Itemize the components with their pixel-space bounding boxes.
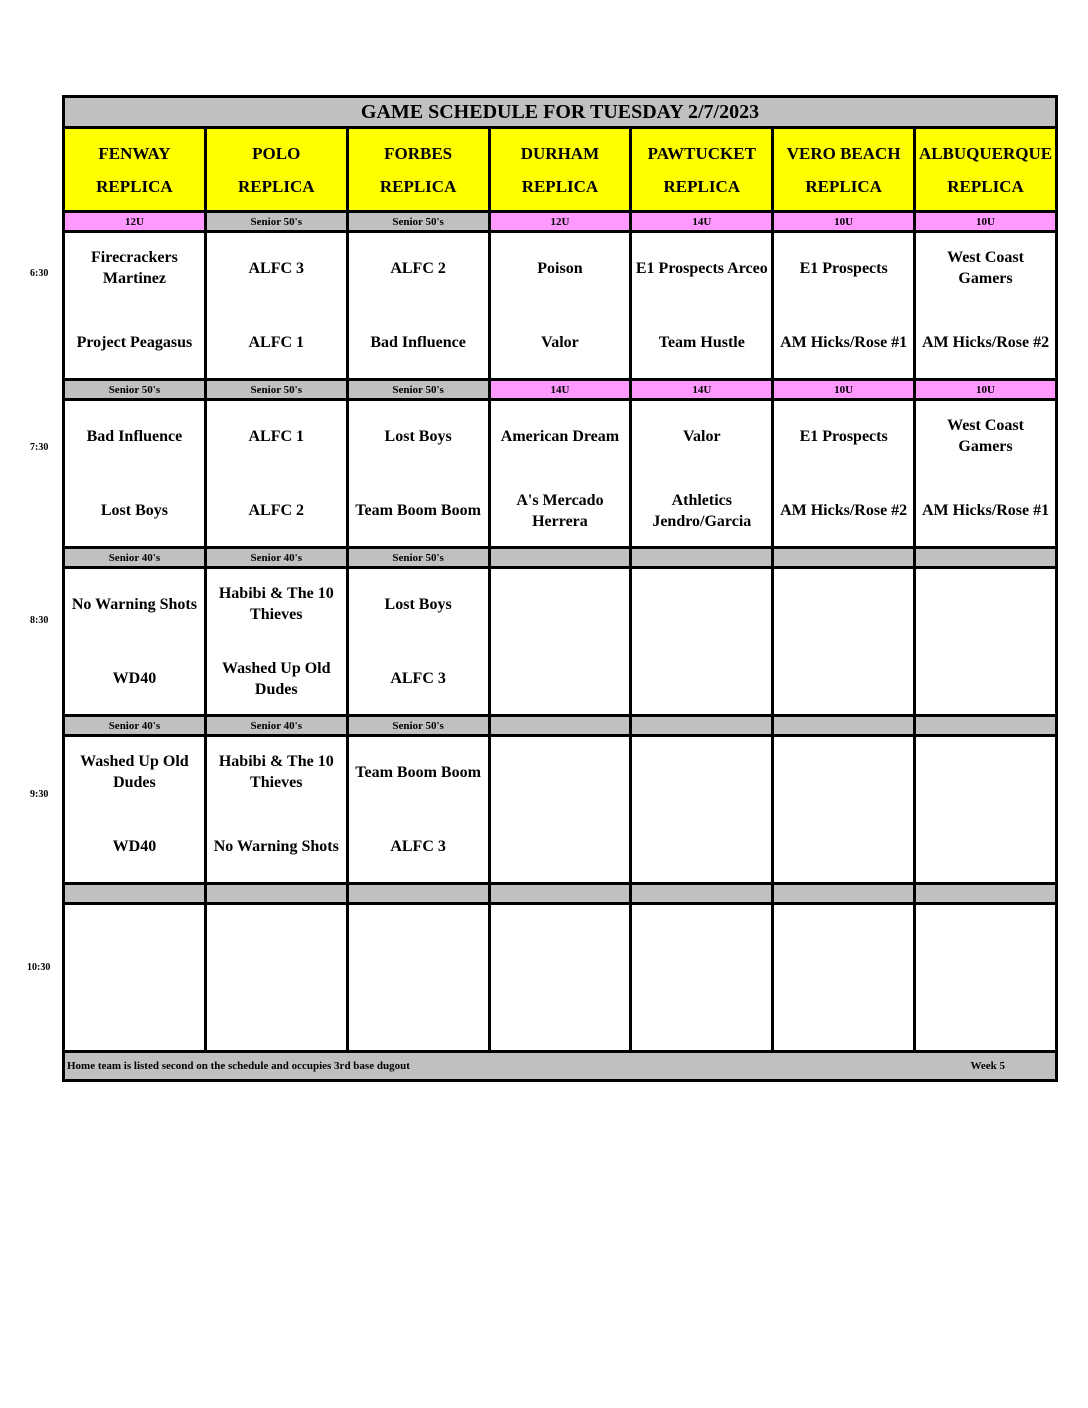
game-cell	[205, 232, 347, 380]
away-team: Team Boom Boom	[355, 763, 481, 781]
home-team	[774, 976, 913, 1051]
division-label: Senior 40's	[64, 716, 206, 736]
game-cell	[64, 400, 206, 548]
home-team	[207, 976, 346, 1051]
field-name: DURHAM	[520, 143, 600, 163]
home-team: A's Mercado Herrera	[516, 491, 604, 530]
game-cell	[631, 568, 773, 716]
away-team	[916, 569, 1055, 640]
division-label: Senior 40's	[64, 548, 206, 568]
game-cell	[347, 400, 489, 548]
division-label	[347, 884, 489, 904]
field-name: PAWTUCKET	[647, 143, 756, 163]
home-team	[632, 808, 771, 883]
away-team: E1 Prospects Arceo	[635, 259, 768, 277]
division-label: 10U	[773, 380, 915, 400]
home-team	[491, 640, 630, 715]
division-label	[631, 548, 773, 568]
game-row	[64, 400, 1057, 548]
away-team	[774, 905, 913, 976]
away-team: Lost Boys	[384, 595, 452, 613]
game-cell	[64, 568, 206, 716]
home-team: AM Hicks/Rose #2	[921, 334, 1050, 352]
time-label: 8:30	[30, 615, 49, 626]
game-cell	[773, 232, 915, 380]
game-cell	[205, 400, 347, 548]
away-team	[632, 569, 771, 640]
game-cell	[205, 568, 347, 716]
away-team: Firecrackers Martinez	[91, 249, 178, 288]
game-cell	[347, 736, 489, 884]
game-row	[64, 904, 1057, 1052]
away-team	[207, 905, 346, 976]
division-label: Senior 40's	[205, 716, 347, 736]
game-cell	[489, 568, 631, 716]
home-team: Valor	[541, 334, 579, 352]
away-team: ALFC 1	[248, 427, 305, 445]
away-team: West Coast Gamers	[947, 249, 1024, 288]
division-label: 10U	[915, 212, 1057, 232]
division-label: 14U	[489, 380, 631, 400]
home-team	[491, 808, 630, 883]
schedule-sheet	[62, 95, 1058, 1115]
game-cell	[631, 904, 773, 1052]
home-team: No Warning Shots	[213, 838, 339, 856]
game-cell	[64, 904, 206, 1052]
home-team	[491, 976, 630, 1051]
division-label: 12U	[489, 212, 631, 232]
home-team: AM Hicks/Rose #1	[921, 502, 1050, 520]
game-row	[64, 232, 1057, 380]
away-team: E1 Prospects	[799, 427, 888, 445]
schedule-footer	[64, 1052, 1057, 1081]
game-cell	[489, 232, 631, 380]
division-label	[631, 716, 773, 736]
division-label: 14U	[631, 212, 773, 232]
home-team: ALFC 1	[248, 334, 305, 352]
away-team: Habibi & The 10 Thieves	[218, 585, 334, 624]
footer-note: Home team is listed second on the schedule and occupies 3rd base dugout	[67, 1060, 410, 1072]
away-team	[632, 905, 771, 976]
home-team: Team Boom Boom	[355, 502, 481, 520]
home-team: WD40	[112, 670, 157, 688]
division-label: 14U	[631, 380, 773, 400]
game-cell	[773, 568, 915, 716]
game-cell	[205, 904, 347, 1052]
game-cell	[631, 232, 773, 380]
away-team: American Dream	[500, 427, 620, 445]
home-team	[632, 976, 771, 1051]
game-cell	[915, 736, 1057, 884]
away-team: Washed Up Old Dudes	[80, 753, 189, 792]
game-cell	[347, 904, 489, 1052]
game-cell	[773, 400, 915, 548]
division-row	[64, 548, 1057, 568]
away-team	[491, 737, 630, 808]
game-cell	[773, 736, 915, 884]
division-label	[489, 548, 631, 568]
home-team: Washed Up Old Dudes	[222, 659, 331, 698]
division-row	[64, 212, 1057, 232]
game-cell	[489, 736, 631, 884]
home-team: Bad Influence	[370, 334, 466, 352]
division-label	[773, 716, 915, 736]
game-cell	[205, 736, 347, 884]
field-name: VERO BEACH	[786, 143, 901, 163]
field-header	[347, 128, 489, 212]
game-row	[64, 568, 1057, 716]
division-label: 10U	[773, 212, 915, 232]
home-team	[632, 640, 771, 715]
game-cell	[915, 232, 1057, 380]
division-row	[64, 716, 1057, 736]
division-label: 10U	[915, 380, 1057, 400]
away-team: West Coast Gamers	[947, 417, 1024, 456]
home-team	[349, 976, 488, 1051]
away-team	[916, 737, 1055, 808]
division-label	[64, 884, 206, 904]
away-team	[349, 905, 488, 976]
home-team	[774, 808, 913, 883]
field-name: FENWAY	[98, 143, 171, 163]
division-label	[489, 884, 631, 904]
field-subtitle: REPLICA	[96, 176, 173, 196]
game-cell	[773, 904, 915, 1052]
home-team: WD40	[112, 838, 157, 856]
schedule-title: GAME SCHEDULE FOR TUESDAY 2/7/2023	[64, 97, 1057, 128]
away-team: Bad Influence	[86, 427, 183, 445]
division-label	[631, 884, 773, 904]
field-subtitle: REPLICA	[663, 176, 741, 196]
game-cell	[347, 568, 489, 716]
time-label: 6:30	[30, 268, 49, 279]
field-header	[915, 128, 1057, 212]
away-team	[774, 569, 913, 640]
division-label	[205, 884, 347, 904]
division-label: Senior 50's	[205, 380, 347, 400]
away-team: E1 Prospects	[799, 259, 888, 277]
game-cell	[915, 400, 1057, 548]
time-label: 10:30	[27, 962, 51, 973]
field-subtitle: REPLICA	[379, 176, 457, 196]
away-team	[916, 905, 1055, 976]
home-team: AM Hicks/Rose #1	[780, 334, 908, 352]
game-cell	[489, 904, 631, 1052]
division-row	[64, 884, 1057, 904]
field-name: ALBUQUERQUE	[918, 143, 1053, 163]
away-team	[491, 905, 630, 976]
field-header	[489, 128, 631, 212]
home-team: Lost Boys	[100, 502, 168, 520]
home-team: ALFC 2	[248, 502, 305, 520]
game-cell	[915, 568, 1057, 716]
home-team: Athletics Jendro/Garcia	[652, 491, 752, 530]
game-cell	[347, 232, 489, 380]
game-cell	[64, 232, 206, 380]
division-label: Senior 50's	[347, 548, 489, 568]
away-team: ALFC 2	[390, 259, 446, 277]
field-subtitle: REPLICA	[947, 176, 1024, 196]
division-label: Senior 50's	[205, 212, 347, 232]
home-team: AM Hicks/Rose #2	[780, 502, 908, 520]
away-team: Lost Boys	[384, 427, 452, 445]
division-label: 12U	[64, 212, 206, 232]
home-team	[916, 976, 1055, 1051]
away-team	[774, 737, 913, 808]
game-row	[64, 736, 1057, 884]
division-label	[773, 548, 915, 568]
time-label: 9:30	[30, 789, 49, 800]
division-label: Senior 50's	[347, 716, 489, 736]
field-header	[631, 128, 773, 212]
away-team	[632, 737, 771, 808]
home-team	[774, 640, 913, 715]
division-label: Senior 50's	[347, 212, 489, 232]
home-team: ALFC 3	[390, 838, 446, 856]
field-subtitle: REPLICA	[521, 176, 599, 196]
week-label: Week 5	[970, 1060, 1005, 1072]
division-label	[915, 548, 1057, 568]
division-row	[64, 380, 1057, 400]
field-header	[205, 128, 347, 212]
game-cell	[915, 904, 1057, 1052]
division-label: Senior 50's	[64, 380, 206, 400]
game-cell	[631, 736, 773, 884]
away-team: No Warning Shots	[71, 595, 197, 613]
away-team	[491, 569, 630, 640]
field-subtitle: REPLICA	[238, 176, 315, 196]
away-team: Valor	[682, 427, 721, 445]
away-team: Habibi & The 10 Thieves	[218, 753, 334, 792]
game-cell	[631, 400, 773, 548]
away-team: Poison	[537, 259, 583, 277]
away-team: ALFC 3	[248, 259, 305, 277]
field-header	[773, 128, 915, 212]
field-name: POLO	[252, 143, 301, 163]
game-cell	[64, 736, 206, 884]
division-label	[915, 884, 1057, 904]
field-name: FORBES	[384, 143, 453, 163]
division-label	[915, 716, 1057, 736]
home-team: ALFC 3	[390, 670, 446, 688]
division-label: Senior 40's	[205, 548, 347, 568]
home-team	[65, 976, 204, 1051]
time-label: 7:30	[30, 442, 49, 453]
division-label	[773, 884, 915, 904]
game-cell	[489, 400, 631, 548]
time-column	[0, 0, 62, 1408]
field-subtitle: REPLICA	[805, 176, 882, 196]
home-team	[916, 640, 1055, 715]
division-label	[489, 716, 631, 736]
home-team: Team Hustle	[658, 334, 745, 352]
home-team: Project Peagasus	[76, 334, 193, 352]
away-team	[65, 905, 204, 976]
division-label: Senior 50's	[347, 380, 489, 400]
field-header	[64, 128, 206, 212]
schedule-table	[62, 95, 1058, 1082]
home-team	[916, 808, 1055, 883]
